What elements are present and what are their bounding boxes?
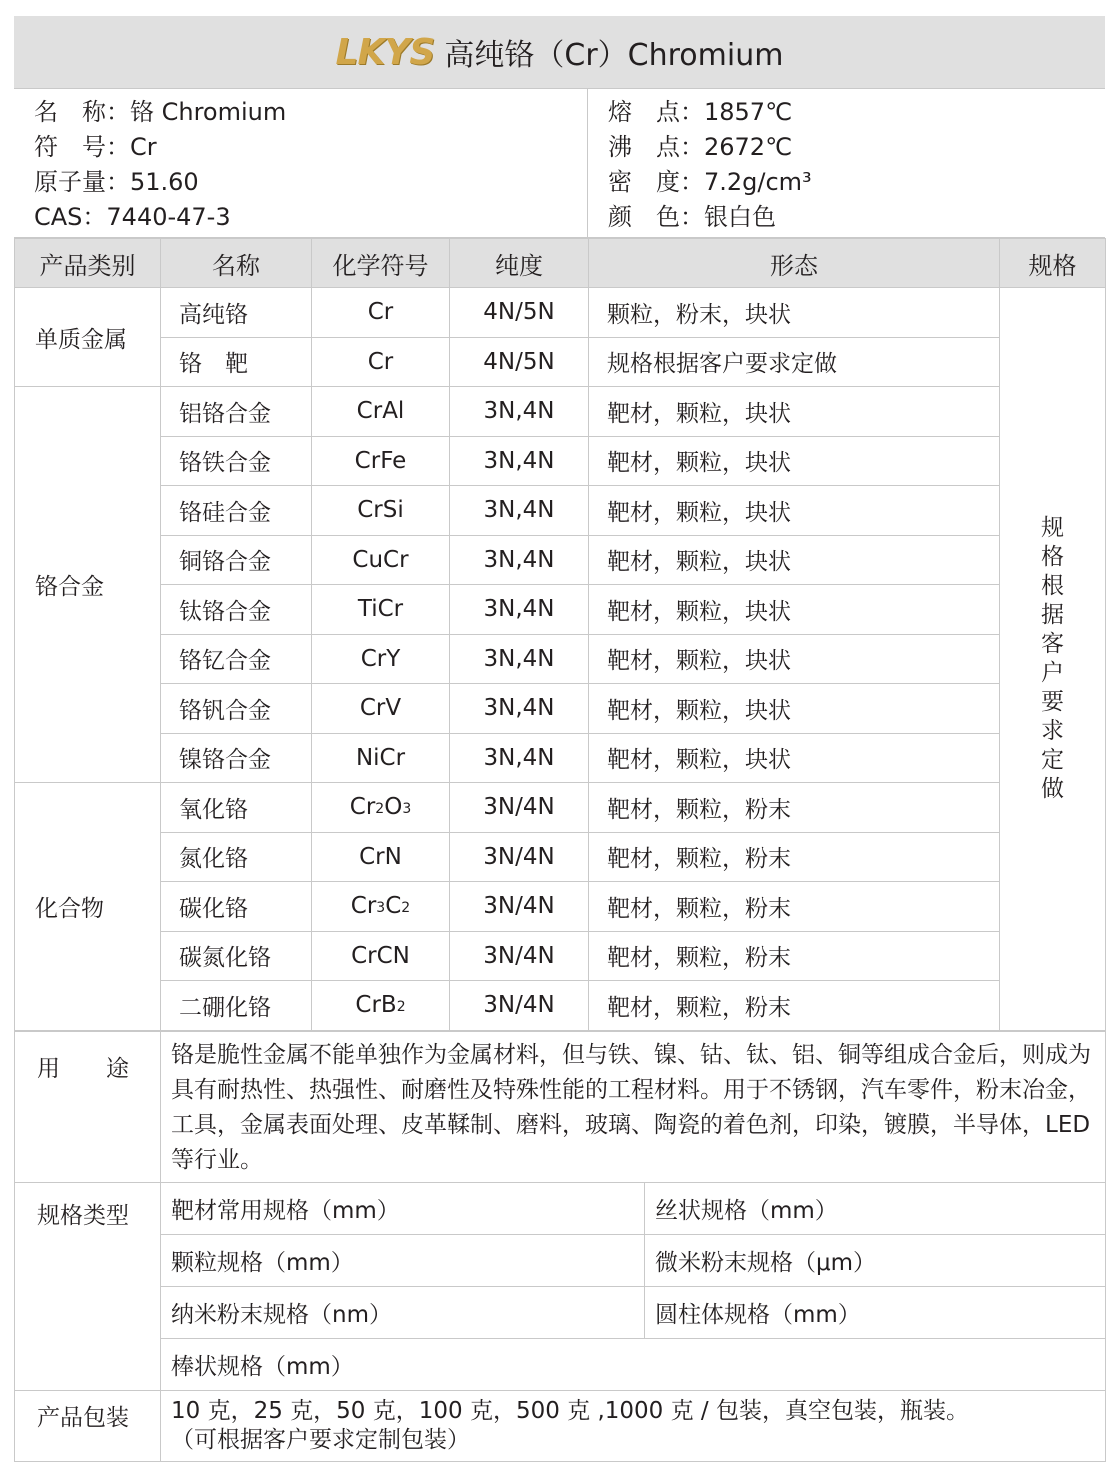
purity: 3N/4N (450, 931, 589, 981)
formula-subscript: 2 (396, 999, 406, 1016)
product-table (14, 238, 1106, 1031)
property-name: 名 称：铬 Chromium (34, 98, 287, 126)
title-bar (14, 16, 1105, 88)
product-name: 钛铬合金 (161, 585, 312, 635)
product-name: 高纯铬 (161, 288, 312, 338)
chemical-formula: TiCr (312, 585, 450, 635)
product-name: 铝铬合金 (161, 387, 312, 437)
table-row (15, 981, 1106, 1031)
table-row (15, 535, 1106, 585)
property-boiling-point: 沸 点：2672℃ (608, 133, 793, 161)
table-row (15, 387, 1106, 437)
table-row (15, 882, 1106, 932)
packaging-label: 产品包装 (15, 1390, 161, 1461)
spec-row (15, 1338, 1106, 1390)
product-form: 靶材，颗粒，块状 (589, 634, 1000, 684)
product-sheet (14, 16, 1105, 1457)
purity: 4N/5N (450, 337, 589, 387)
product-form: 规格根据客户要求定做 (589, 337, 1000, 387)
table-row (15, 931, 1106, 981)
packaging-line-1: 10 克，25 克，50 克，100 克，500 克 ,1000 克 / 包装，真空包装，瓶装。 (171, 1397, 969, 1424)
spec-note-text: 规格根据客户要求定做 (1041, 514, 1064, 802)
product-form: 靶材，颗粒，粉末 (589, 882, 1000, 932)
property-cas: CAS：7440-47-3 (34, 203, 231, 231)
usage-text: 铬是脆性金属不能单独作为金属材料，但与铁、镍、钴、钛、铝、铜等组成合金后，则成为具有耐热性、热强性、耐磨性及特殊性能的工程材料。用于不锈钢，汽车零件，粉末冶金，工具，金属表面处理、皮革鞣制、磨料，玻璃、陶瓷的着色剂，印染，镀膜，半导体，LED 等行业。 (161, 1031, 1106, 1182)
chemical-formula: CrAl (312, 387, 450, 437)
purity: 3N,4N (450, 733, 589, 783)
table-row (15, 337, 1106, 387)
table-row (15, 436, 1106, 486)
formula-symbol: Cr (350, 893, 377, 920)
product-table-body (15, 288, 1106, 1031)
purity: 3N,4N (450, 684, 589, 734)
product-name: 镍铬合金 (161, 733, 312, 783)
usage-row (15, 1031, 1106, 1182)
spec-types-label: 规格类型 (15, 1182, 161, 1390)
purity: 3N,4N (450, 436, 589, 486)
product-form: 颗粒，粉末，块状 (589, 288, 1000, 338)
table-row (15, 733, 1106, 783)
category-cell: 单质金属 (15, 288, 161, 387)
spec-micron-powder: 微米粉末规格（μm） (645, 1234, 1106, 1286)
product-name: 铬钇合金 (161, 634, 312, 684)
purity: 3N/4N (450, 783, 589, 833)
product-name: 铬 靶 (161, 337, 312, 387)
property-atomic-weight: 原子量：51.60 (34, 168, 199, 196)
packaging-text (161, 1390, 1106, 1461)
spec-granule: 颗粒规格（mm） (161, 1234, 645, 1286)
formula-symbol: O (384, 794, 403, 821)
spec-note (1000, 288, 1106, 1031)
product-name: 铬钒合金 (161, 684, 312, 734)
column-header-formula: 化学符号 (312, 239, 450, 288)
purity: 3N/4N (450, 981, 589, 1031)
purity: 3N,4N (450, 486, 589, 536)
product-name: 氧化铬 (161, 783, 312, 833)
category-cell: 铬合金 (15, 387, 161, 783)
product-name: 二硼化铬 (161, 981, 312, 1031)
chemical-formula (312, 783, 450, 833)
formula-subscript: 3 (402, 801, 412, 818)
chemical-formula: CrY (312, 634, 450, 684)
spec-cylinder: 圆柱体规格（mm） (645, 1286, 1106, 1338)
formula-subscript: 2 (401, 900, 411, 917)
chemical-formula: CrN (312, 832, 450, 882)
product-form: 靶材，颗粒，块状 (589, 387, 1000, 437)
product-name: 碳化铬 (161, 882, 312, 932)
spec-wire: 丝状规格（mm） (645, 1182, 1106, 1234)
chemical-formula (312, 981, 450, 1031)
table-header-row (15, 239, 1106, 288)
product-form: 靶材，颗粒，粉末 (589, 783, 1000, 833)
product-form: 靶材，颗粒，块状 (589, 535, 1000, 585)
purity: 3N,4N (450, 535, 589, 585)
product-form: 靶材，颗粒，块状 (589, 486, 1000, 536)
spec-nano-powder: 纳米粉末规格（nm） (161, 1286, 645, 1338)
property-density: 密 度：7.2g/cm³ (608, 168, 812, 196)
product-form: 靶材，颗粒，块状 (589, 585, 1000, 635)
chemical-formula (312, 882, 450, 932)
column-header-category: 产品类别 (15, 239, 161, 288)
product-name: 铜铬合金 (161, 535, 312, 585)
details-table (14, 1031, 1106, 1462)
table-row (15, 783, 1106, 833)
category-cell: 化合物 (15, 783, 161, 1031)
product-form: 靶材，颗粒，块状 (589, 733, 1000, 783)
purity: 3N,4N (450, 387, 589, 437)
column-header-name: 名称 (161, 239, 312, 288)
product-name: 碳氮化铬 (161, 931, 312, 981)
page-title: 高纯铬（Cr）Chromium (444, 38, 784, 73)
purity: 3N,4N (450, 634, 589, 684)
spec-row (15, 1182, 1106, 1234)
chemical-formula: CrCN (312, 931, 450, 981)
usage-label: 用 途 (15, 1031, 161, 1182)
table-row (15, 634, 1106, 684)
spec-row (15, 1286, 1106, 1338)
formula-symbol: C (385, 893, 402, 920)
chemical-formula: Cr (312, 337, 450, 387)
brand-logo: LKYS (335, 31, 435, 73)
product-name: 铬硅合金 (161, 486, 312, 536)
purity: 3N,4N (450, 585, 589, 635)
formula-symbol: CrB (355, 992, 397, 1019)
purity: 3N/4N (450, 882, 589, 932)
product-form: 靶材，颗粒，粉末 (589, 981, 1000, 1031)
element-properties (14, 88, 1105, 238)
table-row (15, 684, 1106, 734)
chemical-formula: CuCr (312, 535, 450, 585)
properties-right (588, 89, 1105, 237)
product-form: 靶材，颗粒，粉末 (589, 832, 1000, 882)
chemical-formula: NiCr (312, 733, 450, 783)
product-name: 氮化铬 (161, 832, 312, 882)
column-header-spec: 规格 (1000, 239, 1106, 288)
product-form: 靶材，颗粒，块状 (589, 436, 1000, 486)
purity: 3N/4N (450, 832, 589, 882)
property-color: 颜 色：银白色 (608, 203, 776, 231)
packaging-line-2: （可根据客户要求定制包装） (171, 1426, 470, 1453)
column-header-purity: 纯度 (450, 239, 589, 288)
property-symbol: 符 号：Cr (34, 133, 157, 161)
chemical-formula: Cr (312, 288, 450, 338)
formula-subscript: 3 (376, 900, 386, 917)
properties-left (14, 89, 588, 237)
spec-row (15, 1234, 1106, 1286)
product-form: 靶材，颗粒，块状 (589, 684, 1000, 734)
purity: 4N/5N (450, 288, 589, 338)
packaging-row (15, 1390, 1106, 1461)
product-form: 靶材，颗粒，粉末 (589, 931, 1000, 981)
chemical-formula: CrV (312, 684, 450, 734)
product-name: 铬铁合金 (161, 436, 312, 486)
chemical-formula: CrFe (312, 436, 450, 486)
formula-symbol: Cr (349, 794, 376, 821)
column-header-form: 形态 (589, 239, 1000, 288)
table-row (15, 585, 1106, 635)
property-melting-point: 熔 点：1857℃ (608, 98, 793, 126)
table-row (15, 486, 1106, 536)
spec-rod: 棒状规格（mm） (161, 1338, 645, 1390)
table-row (15, 832, 1106, 882)
spec-target: 靶材常用规格（mm） (161, 1182, 645, 1234)
chemical-formula: CrSi (312, 486, 450, 536)
table-row (15, 288, 1106, 338)
formula-subscript: 2 (375, 801, 385, 818)
